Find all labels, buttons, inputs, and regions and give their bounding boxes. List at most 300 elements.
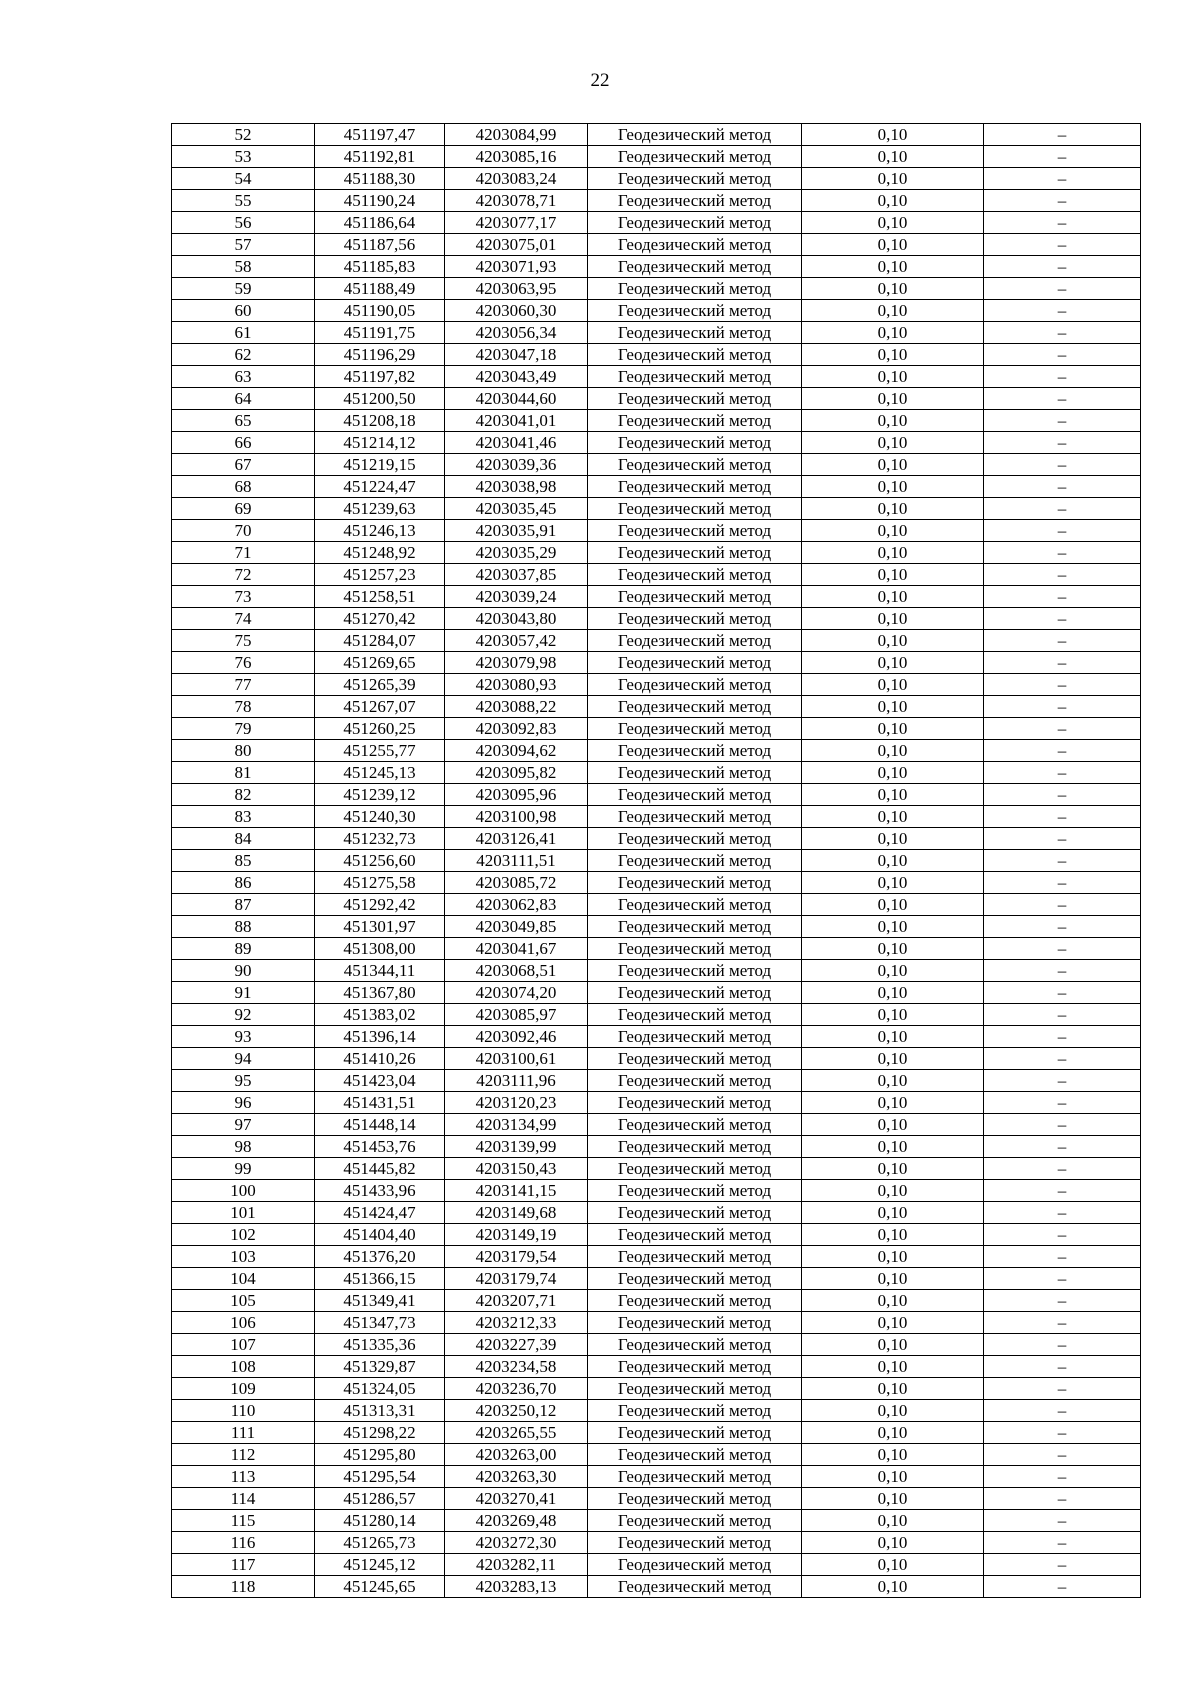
table-row [172, 388, 1141, 410]
y-coordinate-cell: 4203085,16 [445, 146, 588, 168]
description-cell: – [984, 1158, 1141, 1180]
y-coordinate-cell: 4203044,60 [445, 388, 588, 410]
x-coordinate-cell: 451257,23 [315, 564, 445, 586]
table-row [172, 498, 1141, 520]
x-coordinate-cell: 451192,81 [315, 146, 445, 168]
description-cell: – [984, 1114, 1141, 1136]
method-cell: Геодезический метод [588, 498, 802, 520]
accuracy-cell: 0,10 [802, 1554, 984, 1576]
point-number-cell: 53 [172, 146, 315, 168]
description-cell: – [984, 652, 1141, 674]
y-coordinate-cell: 4203037,85 [445, 564, 588, 586]
table-row [172, 894, 1141, 916]
x-coordinate-cell: 451240,30 [315, 806, 445, 828]
accuracy-cell: 0,10 [802, 564, 984, 586]
table-row [172, 1180, 1141, 1202]
y-coordinate-cell: 4203149,19 [445, 1224, 588, 1246]
description-cell: – [984, 234, 1141, 256]
x-coordinate-cell: 451410,26 [315, 1048, 445, 1070]
y-coordinate-cell: 4203041,01 [445, 410, 588, 432]
point-number-cell: 92 [172, 1004, 315, 1026]
x-coordinate-cell: 451214,12 [315, 432, 445, 454]
accuracy-cell: 0,10 [802, 696, 984, 718]
y-coordinate-cell: 4203083,24 [445, 168, 588, 190]
x-coordinate-cell: 451196,29 [315, 344, 445, 366]
description-cell: – [984, 784, 1141, 806]
method-cell: Геодезический метод [588, 674, 802, 696]
description-cell: – [984, 1576, 1141, 1598]
accuracy-cell: 0,10 [802, 762, 984, 784]
method-cell: Геодезический метод [588, 520, 802, 542]
accuracy-cell: 0,10 [802, 388, 984, 410]
x-coordinate-cell: 451280,14 [315, 1510, 445, 1532]
x-coordinate-cell: 451260,25 [315, 718, 445, 740]
table-row [172, 564, 1141, 586]
y-coordinate-cell: 4203111,51 [445, 850, 588, 872]
description-cell: – [984, 388, 1141, 410]
method-cell: Геодезический метод [588, 718, 802, 740]
accuracy-cell: 0,10 [802, 1356, 984, 1378]
y-coordinate-cell: 4203077,17 [445, 212, 588, 234]
description-cell: – [984, 1202, 1141, 1224]
method-cell: Геодезический метод [588, 1004, 802, 1026]
x-coordinate-cell: 451423,04 [315, 1070, 445, 1092]
description-cell: – [984, 190, 1141, 212]
y-coordinate-cell: 4203080,93 [445, 674, 588, 696]
point-number-cell: 73 [172, 586, 315, 608]
method-cell: Геодезический метод [588, 190, 802, 212]
method-cell: Геодезический метод [588, 806, 802, 828]
method-cell: Геодезический метод [588, 366, 802, 388]
method-cell: Геодезический метод [588, 1510, 802, 1532]
method-cell: Геодезический метод [588, 410, 802, 432]
description-cell: – [984, 1290, 1141, 1312]
table-row [172, 740, 1141, 762]
y-coordinate-cell: 4203078,71 [445, 190, 588, 212]
description-cell: – [984, 432, 1141, 454]
method-cell: Геодезический метод [588, 762, 802, 784]
x-coordinate-cell: 451445,82 [315, 1158, 445, 1180]
x-coordinate-cell: 451347,73 [315, 1312, 445, 1334]
point-number-cell: 105 [172, 1290, 315, 1312]
y-coordinate-cell: 4203282,11 [445, 1554, 588, 1576]
accuracy-cell: 0,10 [802, 1466, 984, 1488]
y-coordinate-cell: 4203283,13 [445, 1576, 588, 1598]
accuracy-cell: 0,10 [802, 168, 984, 190]
accuracy-cell: 0,10 [802, 1378, 984, 1400]
description-cell: – [984, 806, 1141, 828]
method-cell: Геодезический метод [588, 146, 802, 168]
method-cell: Геодезический метод [588, 542, 802, 564]
table-row [172, 476, 1141, 498]
y-coordinate-cell: 4203035,29 [445, 542, 588, 564]
y-coordinate-cell: 4203039,24 [445, 586, 588, 608]
description-cell: – [984, 322, 1141, 344]
table-row [172, 1532, 1141, 1554]
method-cell: Геодезический метод [588, 784, 802, 806]
description-cell: – [984, 1356, 1141, 1378]
y-coordinate-cell: 4203057,42 [445, 630, 588, 652]
point-number-cell: 71 [172, 542, 315, 564]
point-number-cell: 59 [172, 278, 315, 300]
y-coordinate-cell: 4203126,41 [445, 828, 588, 850]
accuracy-cell: 0,10 [802, 498, 984, 520]
table-row [172, 1136, 1141, 1158]
accuracy-cell: 0,10 [802, 1246, 984, 1268]
point-number-cell: 98 [172, 1136, 315, 1158]
table-row [172, 300, 1141, 322]
accuracy-cell: 0,10 [802, 410, 984, 432]
table-row [172, 982, 1141, 1004]
y-coordinate-cell: 4203079,98 [445, 652, 588, 674]
accuracy-cell: 0,10 [802, 1334, 984, 1356]
point-number-cell: 84 [172, 828, 315, 850]
description-cell: – [984, 828, 1141, 850]
accuracy-cell: 0,10 [802, 1576, 984, 1598]
method-cell: Геодезический метод [588, 828, 802, 850]
x-coordinate-cell: 451185,83 [315, 256, 445, 278]
y-coordinate-cell: 4203071,93 [445, 256, 588, 278]
point-number-cell: 79 [172, 718, 315, 740]
y-coordinate-cell: 4203134,99 [445, 1114, 588, 1136]
method-cell: Геодезический метод [588, 1026, 802, 1048]
description-cell: – [984, 1510, 1141, 1532]
y-coordinate-cell: 4203062,83 [445, 894, 588, 916]
accuracy-cell: 0,10 [802, 1510, 984, 1532]
table-row [172, 608, 1141, 630]
description-cell: – [984, 762, 1141, 784]
accuracy-cell: 0,10 [802, 1444, 984, 1466]
y-coordinate-cell: 4203092,83 [445, 718, 588, 740]
method-cell: Геодезический метод [588, 300, 802, 322]
table-row [172, 1422, 1141, 1444]
description-cell: – [984, 476, 1141, 498]
y-coordinate-cell: 4203038,98 [445, 476, 588, 498]
point-number-cell: 83 [172, 806, 315, 828]
method-cell: Геодезический метод [588, 124, 802, 146]
accuracy-cell: 0,10 [802, 1312, 984, 1334]
accuracy-cell: 0,10 [802, 278, 984, 300]
point-number-cell: 114 [172, 1488, 315, 1510]
accuracy-cell: 0,10 [802, 674, 984, 696]
y-coordinate-cell: 4203139,99 [445, 1136, 588, 1158]
x-coordinate-cell: 451453,76 [315, 1136, 445, 1158]
table-row [172, 1158, 1141, 1180]
x-coordinate-cell: 451396,14 [315, 1026, 445, 1048]
coordinates-table [171, 123, 1141, 1598]
y-coordinate-cell: 4203265,55 [445, 1422, 588, 1444]
x-coordinate-cell: 451448,14 [315, 1114, 445, 1136]
x-coordinate-cell: 451324,05 [315, 1378, 445, 1400]
table-row [172, 1004, 1141, 1026]
description-cell: – [984, 344, 1141, 366]
point-number-cell: 90 [172, 960, 315, 982]
point-number-cell: 111 [172, 1422, 315, 1444]
accuracy-cell: 0,10 [802, 1048, 984, 1070]
description-cell: – [984, 872, 1141, 894]
x-coordinate-cell: 451366,15 [315, 1268, 445, 1290]
method-cell: Геодезический метод [588, 1158, 802, 1180]
method-cell: Геодезический метод [588, 388, 802, 410]
y-coordinate-cell: 4203236,70 [445, 1378, 588, 1400]
point-number-cell: 94 [172, 1048, 315, 1070]
accuracy-cell: 0,10 [802, 366, 984, 388]
point-number-cell: 60 [172, 300, 315, 322]
description-cell: – [984, 982, 1141, 1004]
method-cell: Геодезический метод [588, 476, 802, 498]
description-cell: – [984, 586, 1141, 608]
y-coordinate-cell: 4203035,91 [445, 520, 588, 542]
point-number-cell: 68 [172, 476, 315, 498]
table-row [172, 278, 1141, 300]
accuracy-cell: 0,10 [802, 1290, 984, 1312]
table-row [172, 256, 1141, 278]
point-number-cell: 93 [172, 1026, 315, 1048]
description-cell: – [984, 300, 1141, 322]
method-cell: Геодезический метод [588, 1312, 802, 1334]
method-cell: Геодезический метод [588, 1290, 802, 1312]
description-cell: – [984, 146, 1141, 168]
table-row [172, 1400, 1141, 1422]
description-cell: – [984, 674, 1141, 696]
table-row [172, 630, 1141, 652]
point-number-cell: 107 [172, 1334, 315, 1356]
y-coordinate-cell: 4203043,80 [445, 608, 588, 630]
table-row [172, 168, 1141, 190]
point-number-cell: 67 [172, 454, 315, 476]
accuracy-cell: 0,10 [802, 1532, 984, 1554]
method-cell: Геодезический метод [588, 1070, 802, 1092]
table-row [172, 1290, 1141, 1312]
point-number-cell: 115 [172, 1510, 315, 1532]
x-coordinate-cell: 451298,22 [315, 1422, 445, 1444]
method-cell: Геодезический метод [588, 1334, 802, 1356]
method-cell: Геодезический метод [588, 234, 802, 256]
x-coordinate-cell: 451284,07 [315, 630, 445, 652]
table-row [172, 1378, 1141, 1400]
point-number-cell: 108 [172, 1356, 315, 1378]
description-cell: – [984, 1004, 1141, 1026]
description-cell: – [984, 454, 1141, 476]
method-cell: Геодезический метод [588, 1246, 802, 1268]
y-coordinate-cell: 4203149,68 [445, 1202, 588, 1224]
table-row [172, 762, 1141, 784]
y-coordinate-cell: 4203234,58 [445, 1356, 588, 1378]
x-coordinate-cell: 451190,24 [315, 190, 445, 212]
accuracy-cell: 0,10 [802, 894, 984, 916]
description-cell: – [984, 498, 1141, 520]
table-row [172, 1268, 1141, 1290]
point-number-cell: 77 [172, 674, 315, 696]
description-cell: – [984, 1422, 1141, 1444]
y-coordinate-cell: 4203207,71 [445, 1290, 588, 1312]
x-coordinate-cell: 451344,11 [315, 960, 445, 982]
method-cell: Геодезический метод [588, 960, 802, 982]
point-number-cell: 86 [172, 872, 315, 894]
table-row [172, 234, 1141, 256]
y-coordinate-cell: 4203085,72 [445, 872, 588, 894]
description-cell: – [984, 850, 1141, 872]
table-row [172, 916, 1141, 938]
method-cell: Геодезический метод [588, 454, 802, 476]
table-row [172, 1202, 1141, 1224]
accuracy-cell: 0,10 [802, 1158, 984, 1180]
method-cell: Геодезический метод [588, 1400, 802, 1422]
y-coordinate-cell: 4203212,33 [445, 1312, 588, 1334]
description-cell: – [984, 938, 1141, 960]
accuracy-cell: 0,10 [802, 718, 984, 740]
x-coordinate-cell: 451224,47 [315, 476, 445, 498]
table-row [172, 146, 1141, 168]
accuracy-cell: 0,10 [802, 454, 984, 476]
x-coordinate-cell: 451404,40 [315, 1224, 445, 1246]
description-cell: – [984, 1070, 1141, 1092]
y-coordinate-cell: 4203035,45 [445, 498, 588, 520]
method-cell: Геодезический метод [588, 432, 802, 454]
x-coordinate-cell: 451269,65 [315, 652, 445, 674]
point-number-cell: 99 [172, 1158, 315, 1180]
y-coordinate-cell: 4203179,74 [445, 1268, 588, 1290]
description-cell: – [984, 1554, 1141, 1576]
point-number-cell: 88 [172, 916, 315, 938]
description-cell: – [984, 520, 1141, 542]
point-number-cell: 113 [172, 1466, 315, 1488]
y-coordinate-cell: 4203092,46 [445, 1026, 588, 1048]
y-coordinate-cell: 4203095,82 [445, 762, 588, 784]
accuracy-cell: 0,10 [802, 190, 984, 212]
method-cell: Геодезический метод [588, 1180, 802, 1202]
point-number-cell: 109 [172, 1378, 315, 1400]
y-coordinate-cell: 4203150,43 [445, 1158, 588, 1180]
point-number-cell: 54 [172, 168, 315, 190]
y-coordinate-cell: 4203041,46 [445, 432, 588, 454]
accuracy-cell: 0,10 [802, 212, 984, 234]
method-cell: Геодезический метод [588, 1268, 802, 1290]
method-cell: Геодезический метод [588, 256, 802, 278]
y-coordinate-cell: 4203272,30 [445, 1532, 588, 1554]
point-number-cell: 106 [172, 1312, 315, 1334]
table-row [172, 1576, 1141, 1598]
description-cell: – [984, 1048, 1141, 1070]
point-number-cell: 58 [172, 256, 315, 278]
method-cell: Геодезический метод [588, 630, 802, 652]
y-coordinate-cell: 4203060,30 [445, 300, 588, 322]
point-number-cell: 82 [172, 784, 315, 806]
accuracy-cell: 0,10 [802, 586, 984, 608]
point-number-cell: 85 [172, 850, 315, 872]
method-cell: Геодезический метод [588, 1092, 802, 1114]
point-number-cell: 118 [172, 1576, 315, 1598]
accuracy-cell: 0,10 [802, 1114, 984, 1136]
point-number-cell: 75 [172, 630, 315, 652]
x-coordinate-cell: 451267,07 [315, 696, 445, 718]
x-coordinate-cell: 451424,47 [315, 1202, 445, 1224]
description-cell: – [984, 168, 1141, 190]
accuracy-cell: 0,10 [802, 960, 984, 982]
accuracy-cell: 0,10 [802, 982, 984, 1004]
x-coordinate-cell: 451431,51 [315, 1092, 445, 1114]
method-cell: Геодезический метод [588, 1466, 802, 1488]
description-cell: – [984, 1268, 1141, 1290]
point-number-cell: 56 [172, 212, 315, 234]
point-number-cell: 70 [172, 520, 315, 542]
description-cell: – [984, 256, 1141, 278]
method-cell: Геодезический метод [588, 1422, 802, 1444]
y-coordinate-cell: 4203263,30 [445, 1466, 588, 1488]
table-row [172, 1070, 1141, 1092]
point-number-cell: 74 [172, 608, 315, 630]
accuracy-cell: 0,10 [802, 1180, 984, 1202]
description-cell: – [984, 1246, 1141, 1268]
accuracy-cell: 0,10 [802, 806, 984, 828]
x-coordinate-cell: 451292,42 [315, 894, 445, 916]
accuracy-cell: 0,10 [802, 828, 984, 850]
description-cell: – [984, 1180, 1141, 1202]
point-number-cell: 97 [172, 1114, 315, 1136]
table-row [172, 1334, 1141, 1356]
point-number-cell: 112 [172, 1444, 315, 1466]
accuracy-cell: 0,10 [802, 1004, 984, 1026]
method-cell: Геодезический метод [588, 168, 802, 190]
accuracy-cell: 0,10 [802, 608, 984, 630]
y-coordinate-cell: 4203270,41 [445, 1488, 588, 1510]
description-cell: – [984, 696, 1141, 718]
accuracy-cell: 0,10 [802, 1092, 984, 1114]
point-number-cell: 64 [172, 388, 315, 410]
table-row [172, 1246, 1141, 1268]
x-coordinate-cell: 451270,42 [315, 608, 445, 630]
method-cell: Геодезический метод [588, 564, 802, 586]
y-coordinate-cell: 4203084,99 [445, 124, 588, 146]
x-coordinate-cell: 451286,57 [315, 1488, 445, 1510]
x-coordinate-cell: 451313,31 [315, 1400, 445, 1422]
accuracy-cell: 0,10 [802, 1488, 984, 1510]
table-row [172, 586, 1141, 608]
x-coordinate-cell: 451197,82 [315, 366, 445, 388]
point-number-cell: 110 [172, 1400, 315, 1422]
x-coordinate-cell: 451191,75 [315, 322, 445, 344]
table-row [172, 1444, 1141, 1466]
accuracy-cell: 0,10 [802, 1224, 984, 1246]
table-row [172, 124, 1141, 146]
point-number-cell: 63 [172, 366, 315, 388]
x-coordinate-cell: 451349,41 [315, 1290, 445, 1312]
method-cell: Геодезический метод [588, 344, 802, 366]
point-number-cell: 96 [172, 1092, 315, 1114]
table-row [172, 1466, 1141, 1488]
table-row [172, 806, 1141, 828]
table-row [172, 718, 1141, 740]
method-cell: Геодезический метод [588, 586, 802, 608]
x-coordinate-cell: 451188,30 [315, 168, 445, 190]
y-coordinate-cell: 4203039,36 [445, 454, 588, 476]
accuracy-cell: 0,10 [802, 872, 984, 894]
accuracy-cell: 0,10 [802, 1136, 984, 1158]
y-coordinate-cell: 4203094,62 [445, 740, 588, 762]
description-cell: – [984, 608, 1141, 630]
accuracy-cell: 0,10 [802, 300, 984, 322]
description-cell: – [984, 1378, 1141, 1400]
point-number-cell: 103 [172, 1246, 315, 1268]
accuracy-cell: 0,10 [802, 652, 984, 674]
method-cell: Геодезический метод [588, 1378, 802, 1400]
description-cell: – [984, 1026, 1141, 1048]
y-coordinate-cell: 4203111,96 [445, 1070, 588, 1092]
description-cell: – [984, 542, 1141, 564]
description-cell: – [984, 366, 1141, 388]
description-cell: – [984, 410, 1141, 432]
method-cell: Геодезический метод [588, 278, 802, 300]
